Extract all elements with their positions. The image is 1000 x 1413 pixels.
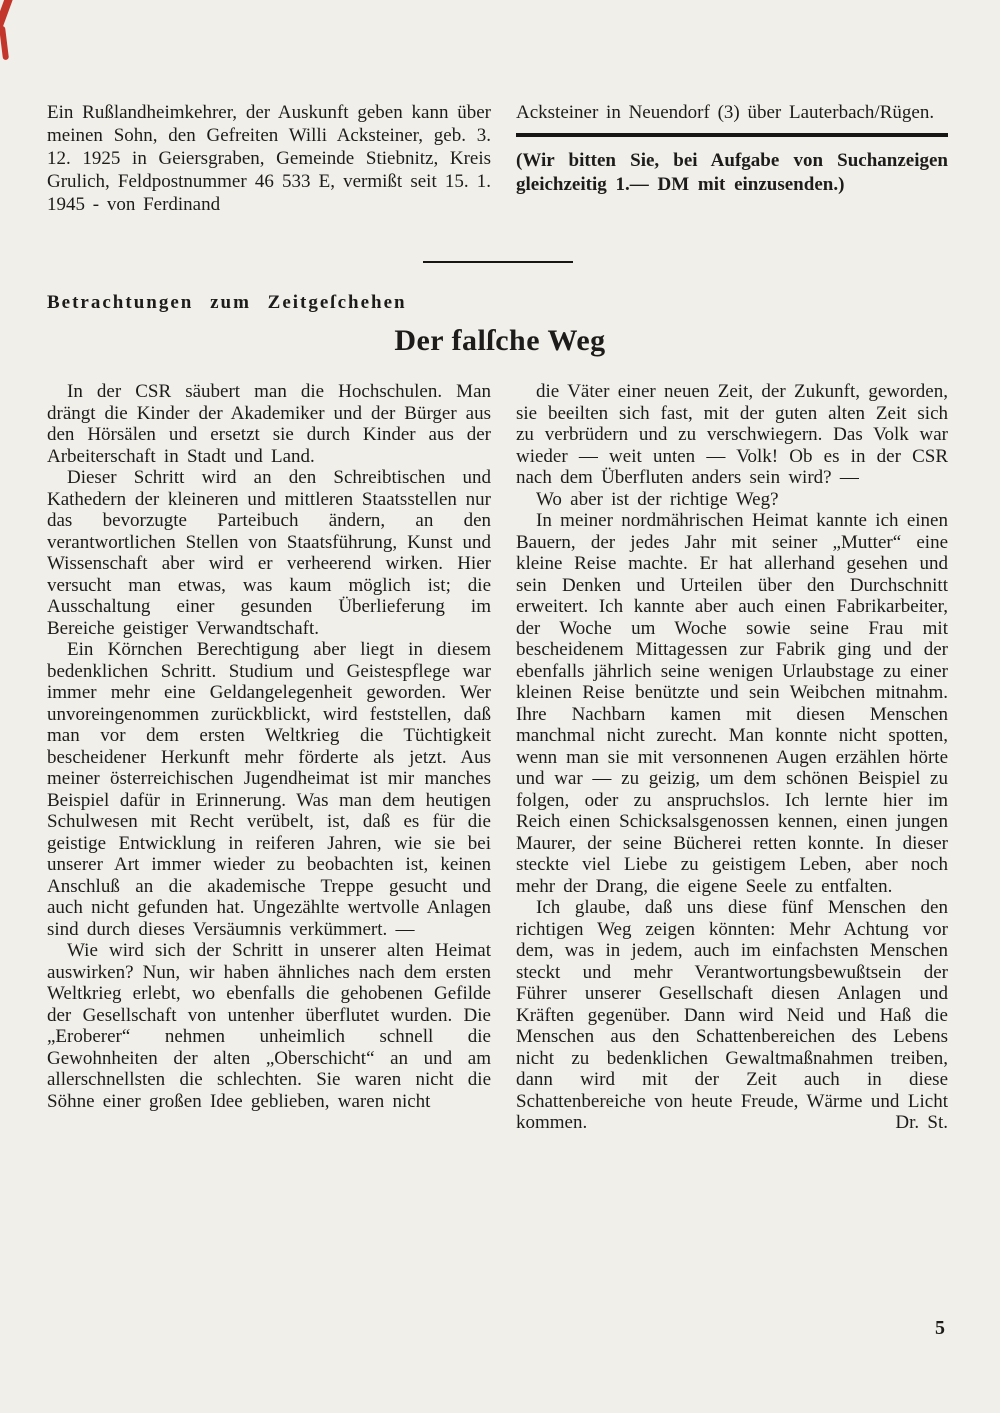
search-notice-continuation: Acksteiner in Neuendorf (3) über Lauterbach/Rügen. <box>516 102 935 123</box>
paragraph: Dieser Schritt wird an den Schreibtischen und Kathedern der kleineren und mittleren Staatsstellen nur das bevorzugte Parteibuch ändern, an den verantwortlichen Stellen von Staatsführung, Kunst und Wissenschaft aber wird er verheerend wirken. Hier versucht man etwas, was kaum möglich ist; die Ausschaltung einer gesunden Überlieferung im Bereiche geistiger Verwandtschaft. <box>47 467 491 639</box>
paragraph: In der CSR säubert man die Hochschulen. Man drängt die Kinder der Akademiker und der Bürger aus den Hörsälen und ersetzt sie durch Kinder aus der Arbeiterschaft in Stadt und Land. <box>47 381 491 467</box>
red-pen-mark <box>0 0 14 29</box>
article-title: Der falſche Weg <box>394 324 606 357</box>
horizontal-rule <box>516 133 948 137</box>
search-notice-left-column: Ein Rußlandheimkehrer, der Auskunft geben kann über meinen Sohn, den Gefreiten Willi Acksteiner, geb. 3. 12. 1925 in Geiersgraben, Gemeinde Stiebnitz, Kreis Grulich, Feldpostnummer 46 533 E, vermißt seit 15. 1. 1945 - von Ferdinand <box>47 102 491 215</box>
paragraph: die Väter einer neuen Zeit, der Zukunft, geworden, sie beeilten sich fast, mit der guten alten Zeit sich zu verbrüdern und zu verschwiegern. Das Volk war wieder — weit unten — Volk! Ob es in der CSR nach dem Überfluten anders sein wird? — <box>516 381 948 488</box>
search-notice-right-column <box>516 101 948 196</box>
article-signature: Dr. St. <box>895 1112 948 1133</box>
red-pen-mark <box>0 26 9 60</box>
article-kicker: Betrachtungen zum Zeitgeſchehen <box>47 292 407 313</box>
paragraph: Ich glaube, daß uns diese fünf Menschen den richtigen Weg zeigen könnten: Mehr Achtung vor dem, was in jedem, auch im einfachsten Menschen steckt und mehr Verantwortungsbewußtsein der Führer unserer Gesellschaft diesen Anlagen und Kräften gegenüber. Dann wird Neid und Haß die Menschen aus den Schattenbereichen des Lebens nicht zu bedenklichen Gewaltmaßnahmen treiben, dann wird mit der Zeit auch in diese Schattenbereiche von heute Freude, Wärme und Licht kommen. <box>516 897 948 1133</box>
paragraph: Wie wird sich der Schritt in unserer alten Heimat auswirken? Nun, wir haben ähnliches nach dem ersten Weltkrieg erlebt, wo ebenfalls die gehobenen Gefilde der Gesellschaft von untenher überflutet wurden. Die „Eroberer“ nehmen unheimlich schnell die Gewohnheiten der alten „Oberschicht“ an und am allerschnellsten die schlechten. Sie waren nicht die Söhne einer großen Idee geblieben, waren nicht <box>47 940 491 1112</box>
paragraph: Ein Körnchen Berechtigung aber liegt in diesem bedenklichen Schritt. Studium und Geistespflege war immer mehr eine Geldangelegenheit geworden. Wer unvoreingenommen zurückblickt, wird feststellen, daß man vor dem ersten Weltkrieg die Tüchtigkeit bescheidener Herkunft mehr förderte als jetzt. Aus meiner österreichischen Jugendheimat ist mir manches Beispiel dafür in Erinnerung. Was man dem heutigen Schulwesen mit Recht verübelt, ist, daß es für die geistige Entwicklung in reiferen Jahren, wie sie bei unserer Art immer wieder zu beobachten ist, keinen Anschluß an die akademische Treppe gesucht und auch nicht gefunden hat. Ungezählte wertvolle Anlagen sind durch dieses Versäumnis verkümmert. — <box>47 639 491 940</box>
section-divider <box>423 261 573 263</box>
article-column-right-text <box>516 381 948 1134</box>
paragraph: Wo aber ist der richtige Weg? <box>536 488 779 510</box>
paragraph: In meiner nordmährischen Heimat kannte ich einen Bauern, der jedes Jahr mit seiner „Mutter“ eine kleine Reise machte. Er hat allerhand gesehen und sein Denken und Urteilen über den Durchschnitt erweitert. Ich kannte aber auch einen Fabrikarbeiter, der Woche um Woche sowie seine Frau mit bescheidenem Mittagessen zur Fabrik ging und der ebenfalls jährlich seine wenigen Urlaubstage zu einer kleinen Reise benützte und sein Weibchen mitnahm. Ihre Nachbarn kamen mit diesen Menschen manchmal nicht zurecht. Man konnte nicht spotten, wenn man sie mit versonnenen Augen erzählen hörte und war — zu geizig, um dem schönen Beispiel zu folgen, oder zu anspruchslos. Ich lernte hier im Reich einen Schicksalsgenossen kennen, einen jungen Maurer, der seine Bücherei retten konnte. In dieser steckte viel Liebe zu geistigem Leben, aber noch mehr der Drang, die eigene Seele zu entfalten. <box>516 510 948 897</box>
article-column-left <box>47 381 491 1112</box>
search-notice-instruction: (Wir bitten Sie, bei Aufgabe von Suchanzeigen gleichzeitig 1.— DM mit einzusenden.) <box>516 150 948 195</box>
page-number: 5 <box>935 1317 945 1339</box>
article-column-right <box>516 381 948 1134</box>
